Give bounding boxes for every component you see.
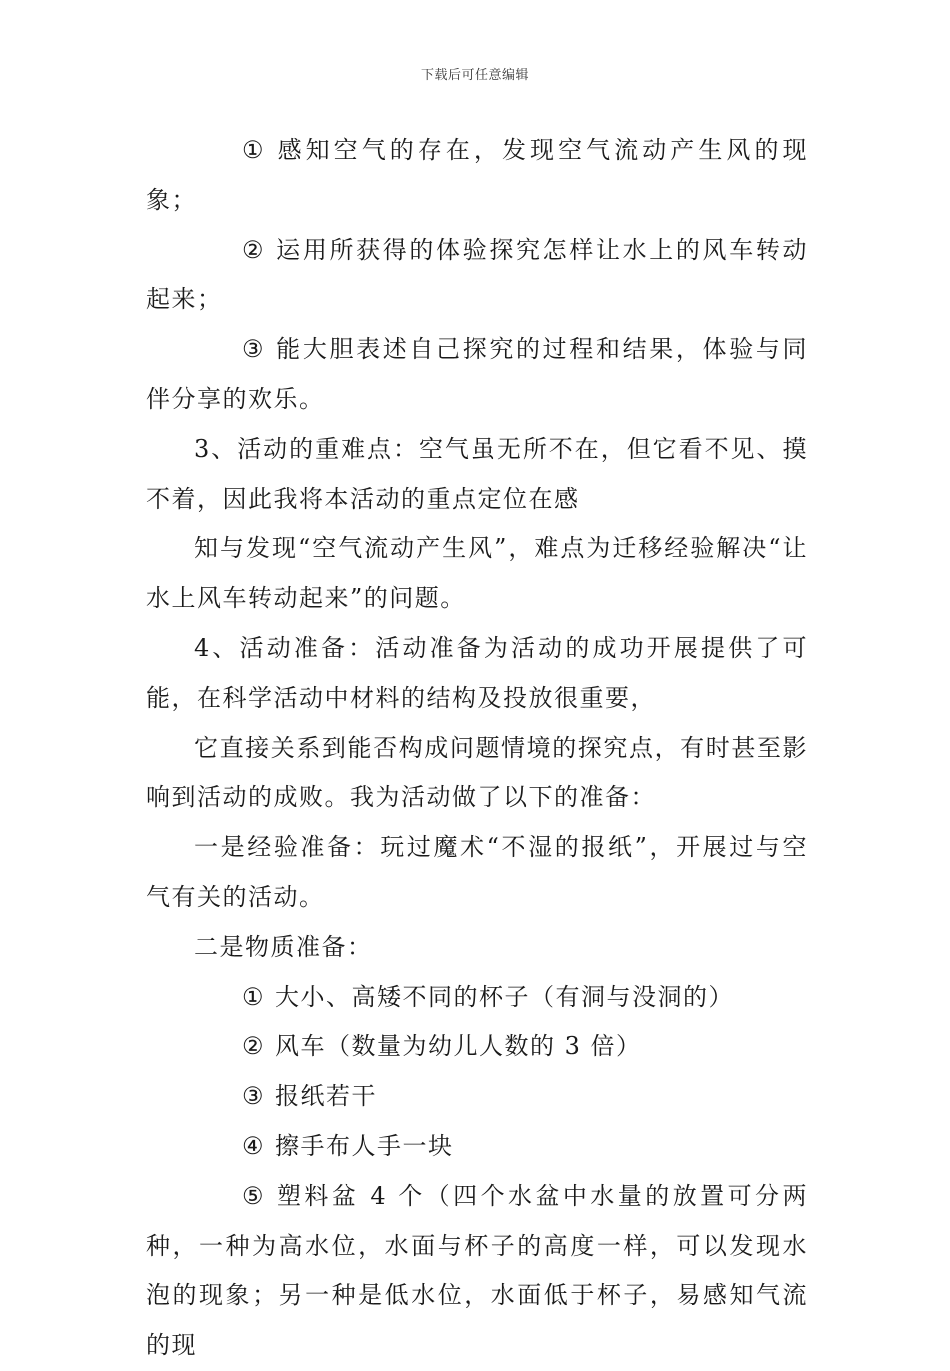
paragraph-text: 3、活动的重难点：空气虽无所不在，但它看不见、摸不着，因此我将本活动的重点定位在感 <box>146 434 808 513</box>
material-preparation-heading <box>146 923 808 973</box>
list-marker: ② <box>242 235 266 264</box>
key-points-paragraph <box>146 425 808 525</box>
paragraph-text: 知与发现“空气流动产生风”，难点为迁移经验解决“让水上风车转动起来”的问题。 <box>146 534 808 613</box>
experience-preparation <box>146 823 808 923</box>
paragraph-text: 感知空气的存在，发现空气流动产生风的现象； <box>146 136 808 214</box>
goal-item-1 <box>146 126 808 226</box>
preparation-paragraph <box>146 624 808 724</box>
list-marker: ③ <box>242 335 266 364</box>
page-header: 下载后可任意编辑 <box>420 68 529 83</box>
material-item-1 <box>146 973 808 1023</box>
list-marker: ③ <box>242 1082 266 1111</box>
paragraph-text: 4、活动准备：活动准备为活动的成功开展提供了可能，在科学活动中材料的结构及投放很重要， <box>146 633 808 712</box>
material-item-3 <box>146 1072 808 1122</box>
material-item-2 <box>146 1022 808 1072</box>
material-item-5 <box>146 1172 808 1371</box>
paragraph-text: 运用所获得的体验探究怎样让水上的风车转动起来； <box>146 235 808 314</box>
material-item-4 <box>146 1122 808 1172</box>
paragraph-text: 它直接关系到能否构成问题情境的探究点，有时甚至影响到活动的成败。我为活动做了以下的准备： <box>146 733 808 812</box>
key-points-continued <box>146 524 808 624</box>
paragraph-text: 风车（数量为幼儿人数的 3 倍） <box>275 1032 642 1061</box>
paragraph-text: 大小、高矮不同的杯子（有洞与没洞的） <box>275 982 735 1011</box>
paragraph-text: 二是物质准备： <box>194 932 373 961</box>
goal-item-2 <box>146 226 808 326</box>
goal-item-3 <box>146 325 808 425</box>
list-marker: ① <box>242 982 266 1011</box>
paragraph-text: 擦手布人手一块 <box>275 1131 454 1160</box>
list-marker: ⑤ <box>242 1181 266 1210</box>
list-marker: ① <box>242 136 266 164</box>
paragraph-text: 一是经验准备：玩过魔术“不湿的报纸”，开展过与空气有关的活动。 <box>146 833 808 911</box>
paragraph-text: 报纸若干 <box>275 1082 378 1111</box>
document-body <box>146 126 808 1371</box>
list-marker: ② <box>242 1032 266 1061</box>
paragraph-text: 能大胆表述自己探究的过程和结果，体验与同伴分享的欢乐。 <box>146 335 808 413</box>
preparation-continued <box>146 724 808 824</box>
list-marker: ④ <box>242 1131 266 1160</box>
paragraph-text: 塑料盆 4 个（四个水盆中水量的放置可分两种，一种为高水位，水面与杯子的高度一样，可以发现水泡的现象；另一种是低水位，水面低于杯子，易感知气流的现 <box>146 1181 808 1360</box>
